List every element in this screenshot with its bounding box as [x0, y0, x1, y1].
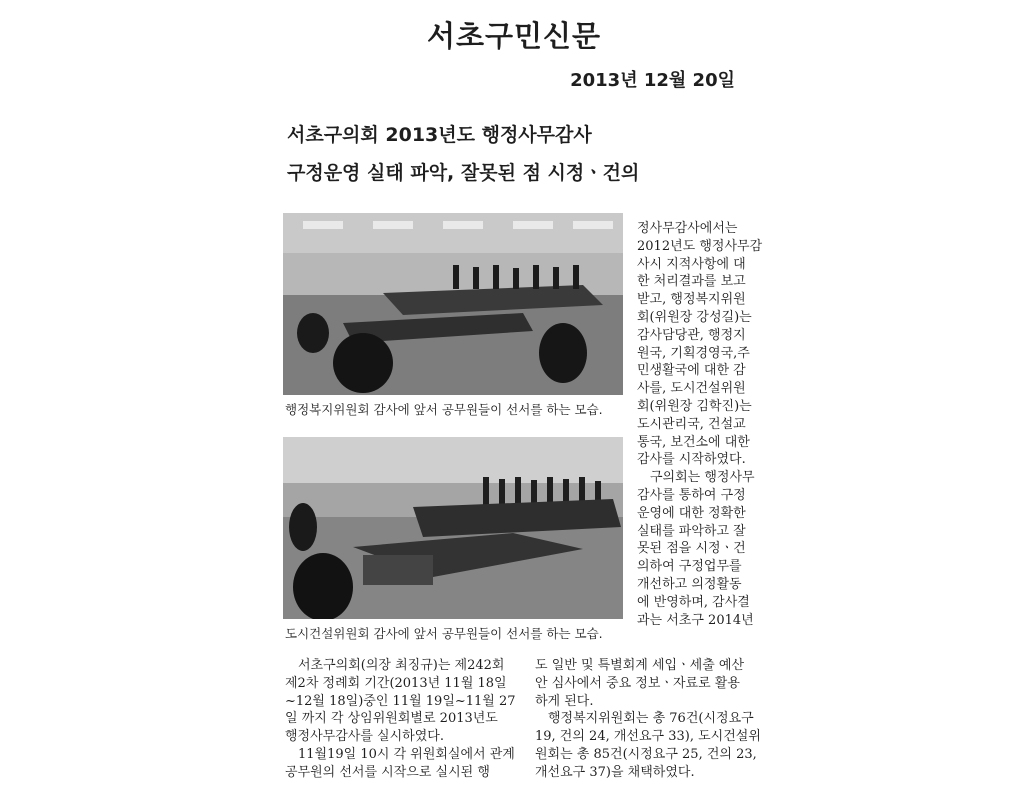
article-line: 통국, 보건소에 대한: [637, 434, 750, 450]
article-line: 하게 된다.: [535, 693, 594, 709]
article-line: 회(위원장 김학진)는: [637, 398, 752, 414]
article-line: 못된 점을 시정ㆍ건: [637, 541, 746, 557]
article-line: 사를, 도시건설위원: [637, 381, 746, 397]
photo-caption: 행정복지위원회 감사에 앞서 공무원들이 선서를 하는 모습.: [285, 402, 603, 417]
article-line: 실태를 파악하고 잘: [637, 523, 746, 539]
photo-welfare-committee: [283, 213, 623, 395]
article-column-right: [637, 220, 762, 629]
article-line: 서초구의회(의장 최징규)는 제242회: [298, 658, 505, 673]
article-line: 19, 건의 24, 개선요구 33), 도시건설위: [535, 729, 761, 745]
article-line: 도 일반 및 특별회계 세입ㆍ세출 예산: [535, 658, 745, 673]
article-line: 에 반영하며, 감사결: [637, 594, 750, 610]
article-line: 감사담당관, 행정지: [637, 327, 746, 343]
photo-caption: 도시건설위원회 감사에 앞서 공무원들이 선서를 하는 모습.: [285, 626, 603, 641]
publication-title: 서초구민신문: [426, 19, 602, 53]
article-column-bottom-right: [535, 657, 761, 782]
article-line: 구의회는 행정사무: [650, 470, 755, 486]
article-line: 받고, 행정복지위원: [637, 292, 746, 308]
article-line: 개선하고 의정활동: [637, 576, 742, 592]
article-line: 안 심사에서 중요 정보ㆍ자료로 활용: [535, 675, 740, 691]
article-line: 민생활국에 대한 감: [637, 363, 746, 379]
article-line: 행정사무감사를 실시하였다.: [285, 729, 444, 745]
article-line: 감사를 시작하였다.: [637, 452, 746, 468]
article-line: 회(위원장 강성길)는: [637, 309, 752, 325]
article-line: 2012년도 행정사무감: [637, 238, 763, 254]
article-line: 감사를 통하여 구정: [637, 487, 746, 503]
article-line: 사시 지적사항에 대: [637, 256, 746, 272]
article-line: 개선요구 37)을 채택하였다.: [535, 764, 695, 780]
photo-construction-committee: [283, 437, 623, 619]
article-line: 공무원의 선서를 시작으로 실시된 행: [285, 764, 490, 780]
article-line: 정사무감사에서는: [637, 221, 738, 236]
article-line: 일 까지 각 상임위원회별로 2013년도: [285, 711, 498, 727]
meeting-room-image: [283, 213, 623, 395]
article-line: 제2차 정례회 기간(2013년 11월 18일: [285, 675, 507, 691]
publication-date: 2013년 12월 20일: [570, 70, 735, 91]
article-column-bottom-left: [285, 657, 516, 782]
article-line: 과는 서초구 2014년: [637, 612, 754, 628]
article-line: 운영에 대한 정확한: [637, 505, 746, 521]
article-line: ~12월 18일)중인 11월 19일~11월 27: [285, 693, 516, 709]
article-line: 원국, 기획경영국,주: [637, 345, 750, 361]
meeting-room-image: [283, 437, 623, 619]
article-line: 원회는 총 85건(시정요구 25, 건의 23,: [535, 746, 757, 762]
article-line: 행정복지위원회는 총 76건(시정요구: [548, 711, 754, 727]
article-line: 한 처리결과를 보고: [637, 274, 746, 290]
article-line: 의하여 구정업무를: [637, 559, 742, 575]
headline-main: 서초구의회 2013년도 행정사무감사: [287, 124, 592, 146]
article-line: 11월19일 10시 각 위원회실에서 관계: [298, 746, 515, 762]
article-line: 도시관리국, 건설교: [637, 416, 746, 432]
headline-sub: 구정운영 실태 파악, 잘못된 점 시정ㆍ건의: [287, 162, 640, 184]
